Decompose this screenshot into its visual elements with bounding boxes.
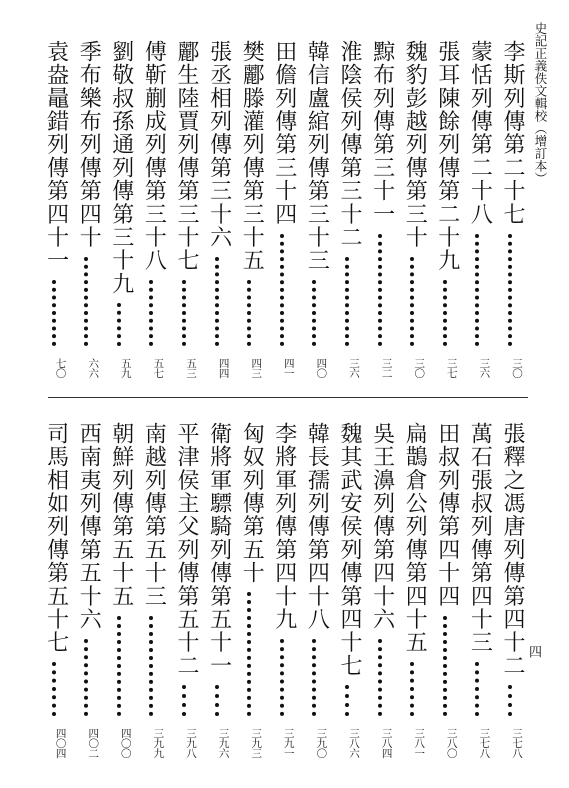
toc-entry-title: 劉敬叔孫通列傳第三十九 — [108, 40, 134, 296]
toc-entry — [272, 422, 296, 764]
toc-entry-title: 季布樂布列傳第四十 — [76, 40, 102, 249]
toc-entry-page: 三〇 — [413, 358, 426, 378]
leader-dots — [84, 639, 94, 716]
leader-dots — [345, 685, 355, 716]
toc-entry — [304, 40, 328, 382]
toc-entry-title: 南越列傳第五十三 — [141, 422, 167, 608]
toc-entry-page: 三九八 — [185, 728, 197, 758]
leader-dots — [280, 234, 290, 346]
toc-entry-title: 司馬相如列傳第五十七 — [43, 422, 69, 654]
toc-entry — [500, 40, 524, 382]
toc-entry-title: 魏其武安侯列傳第四十七 — [337, 422, 362, 678]
toc-entry-title: 樊酈滕灌列傳第三十五 — [239, 40, 265, 272]
leader-dots — [410, 257, 420, 346]
leader-dots — [149, 616, 159, 716]
leader-dots — [117, 616, 127, 716]
toc-entry — [174, 422, 198, 764]
toc-entry-page: 三八六 — [348, 728, 360, 758]
leader-dots — [508, 685, 518, 716]
section-divider — [48, 397, 528, 398]
toc-entry-page: 三〇 — [511, 358, 523, 378]
toc-entry-page: 三八〇 — [445, 728, 458, 758]
toc-entry-title: 吳王濞列傳第四十六 — [369, 422, 395, 631]
toc-entry-title: 韓長孺列傳第四十八 — [304, 422, 330, 631]
toc-entry — [467, 40, 491, 382]
toc-entry-title: 魏豹彭越列傳第三十 — [402, 40, 428, 249]
leader-dots — [149, 280, 159, 346]
leader-dots — [312, 280, 322, 346]
leader-dots — [345, 257, 355, 346]
toc-entry — [272, 40, 296, 382]
toc-entry-page: 三七八 — [478, 728, 491, 758]
toc-entry-page: 三九一 — [282, 728, 295, 758]
toc-entry — [141, 40, 165, 382]
running-header: 史記正義佚文輯校（增訂本） — [533, 22, 548, 185]
toc-entry-title: 田儋列傳第三十四 — [271, 40, 297, 226]
toc-entry-page: 三八一 — [413, 728, 426, 758]
leader-dots — [378, 639, 388, 716]
toc-entry — [370, 422, 394, 764]
leader-dots — [475, 234, 485, 346]
toc-entry-title: 淮陰侯列傳第三十二 — [337, 40, 362, 249]
toc-entry-title: 張釋之馮唐列傳第四十二 — [500, 422, 525, 678]
leader-dots — [247, 592, 257, 716]
toc-entry — [109, 40, 133, 382]
toc-entry — [435, 40, 459, 382]
toc-entry — [402, 40, 426, 382]
toc-entry-title: 衛將軍驃騎列傳第五十一 — [206, 422, 232, 678]
page-number: 四 — [526, 645, 541, 658]
toc-entry-page: 三九六 — [217, 728, 230, 758]
toc-entry-page: 五七 — [152, 358, 165, 378]
toc-entry — [109, 422, 133, 764]
toc-entry-title: 酈生陸賈列傳第三十七 — [174, 40, 199, 272]
toc-entry — [76, 422, 100, 764]
toc-entry-title: 西南夷列傳第五十六 — [76, 422, 102, 631]
toc-entry — [467, 422, 491, 764]
leader-dots — [215, 685, 225, 716]
toc-entry-page: 三八四 — [380, 728, 393, 758]
toc-entry — [402, 422, 426, 764]
toc-entry — [141, 422, 165, 764]
toc-entry-page: 四一 — [282, 358, 295, 378]
leader-dots — [84, 257, 94, 346]
toc-entry-page: 三二 — [380, 358, 393, 378]
toc-entry — [207, 40, 231, 382]
toc-entry — [44, 40, 68, 382]
toc-entry-title: 蒙恬列傳第二十八 — [467, 40, 493, 226]
toc-entry-page: 三六 — [478, 358, 491, 378]
toc-entry-page: 五九 — [119, 358, 132, 378]
toc-entry-title: 萬石張叔列傳第四十三 — [467, 422, 493, 654]
leader-dots — [117, 303, 127, 346]
leader-dots — [443, 616, 453, 716]
toc-entry-title: 傅靳蒯成列傳第三十八 — [141, 40, 167, 272]
toc-entry-title: 匈奴列傳第五十 — [239, 422, 265, 585]
toc-entry-title: 李將軍列傳第四十九 — [271, 422, 297, 631]
toc-entry-page: 四〇四 — [54, 728, 67, 758]
leader-dots — [247, 280, 257, 346]
toc-entry-title: 黥布列傳第三十一 — [369, 40, 395, 226]
toc-entry-title: 扁鵲倉公列傳第四十五 — [402, 422, 428, 654]
toc-entry-page: 四〇二 — [87, 728, 100, 758]
toc-entry-title: 李斯列傳第二十七 — [500, 40, 525, 226]
toc-entry-page: 三九〇 — [315, 728, 328, 758]
toc-entry-page: 三九三 — [250, 728, 263, 758]
leader-dots — [378, 234, 388, 346]
leader-dots — [215, 257, 225, 346]
toc-entry-page: 四〇 — [315, 358, 328, 378]
toc-entry-page: 三七八 — [511, 728, 523, 758]
toc-entry-title: 袁盎鼂錯列傳第四十一 — [43, 40, 69, 272]
toc-entry — [44, 422, 68, 764]
toc-entry — [207, 422, 231, 764]
toc-entry-page: 七〇 — [54, 358, 67, 378]
leader-dots — [410, 662, 420, 716]
toc-entry-page: 四四 — [217, 358, 230, 378]
leader-dots — [52, 280, 62, 346]
toc-entry-title: 田叔列傳第四十四 — [434, 422, 460, 608]
toc-entry-title: 朝鮮列傳第五十五 — [108, 422, 134, 608]
toc-entry-title: 張丞相列傳第三十六 — [206, 40, 232, 249]
toc-entry-page: 三九九 — [152, 728, 165, 758]
leader-dots — [182, 280, 192, 346]
toc-entry — [500, 422, 524, 764]
toc-entry — [337, 422, 361, 764]
leader-dots — [52, 662, 62, 716]
toc-entry-title: 韓信盧綰列傳第三十三 — [304, 40, 330, 272]
toc-entry — [435, 422, 459, 764]
leader-dots — [475, 662, 485, 716]
toc-entry-page: 三六 — [348, 358, 360, 378]
toc-entry — [76, 40, 100, 382]
toc-entry — [304, 422, 328, 764]
toc-entry — [239, 40, 263, 382]
toc-entry-page: 三七 — [445, 358, 458, 378]
toc-entry — [239, 422, 263, 764]
leader-dots — [443, 280, 453, 346]
toc-entry-title: 張耳陳餘列傳第二十九 — [434, 40, 460, 272]
leader-dots — [280, 639, 290, 716]
toc-entry — [174, 40, 198, 382]
toc-entry-page: 五三 — [185, 358, 197, 378]
leader-dots — [182, 685, 192, 716]
toc-entry-page: 四三 — [250, 358, 263, 378]
toc-entry — [337, 40, 361, 382]
toc-entry-page: 六六 — [87, 358, 100, 378]
toc-entry — [370, 40, 394, 382]
leader-dots — [508, 234, 518, 346]
toc-entry-page: 四〇〇 — [119, 728, 132, 758]
leader-dots — [312, 639, 322, 716]
toc-entry-title: 平津侯主父列傳第五十二 — [174, 422, 199, 678]
